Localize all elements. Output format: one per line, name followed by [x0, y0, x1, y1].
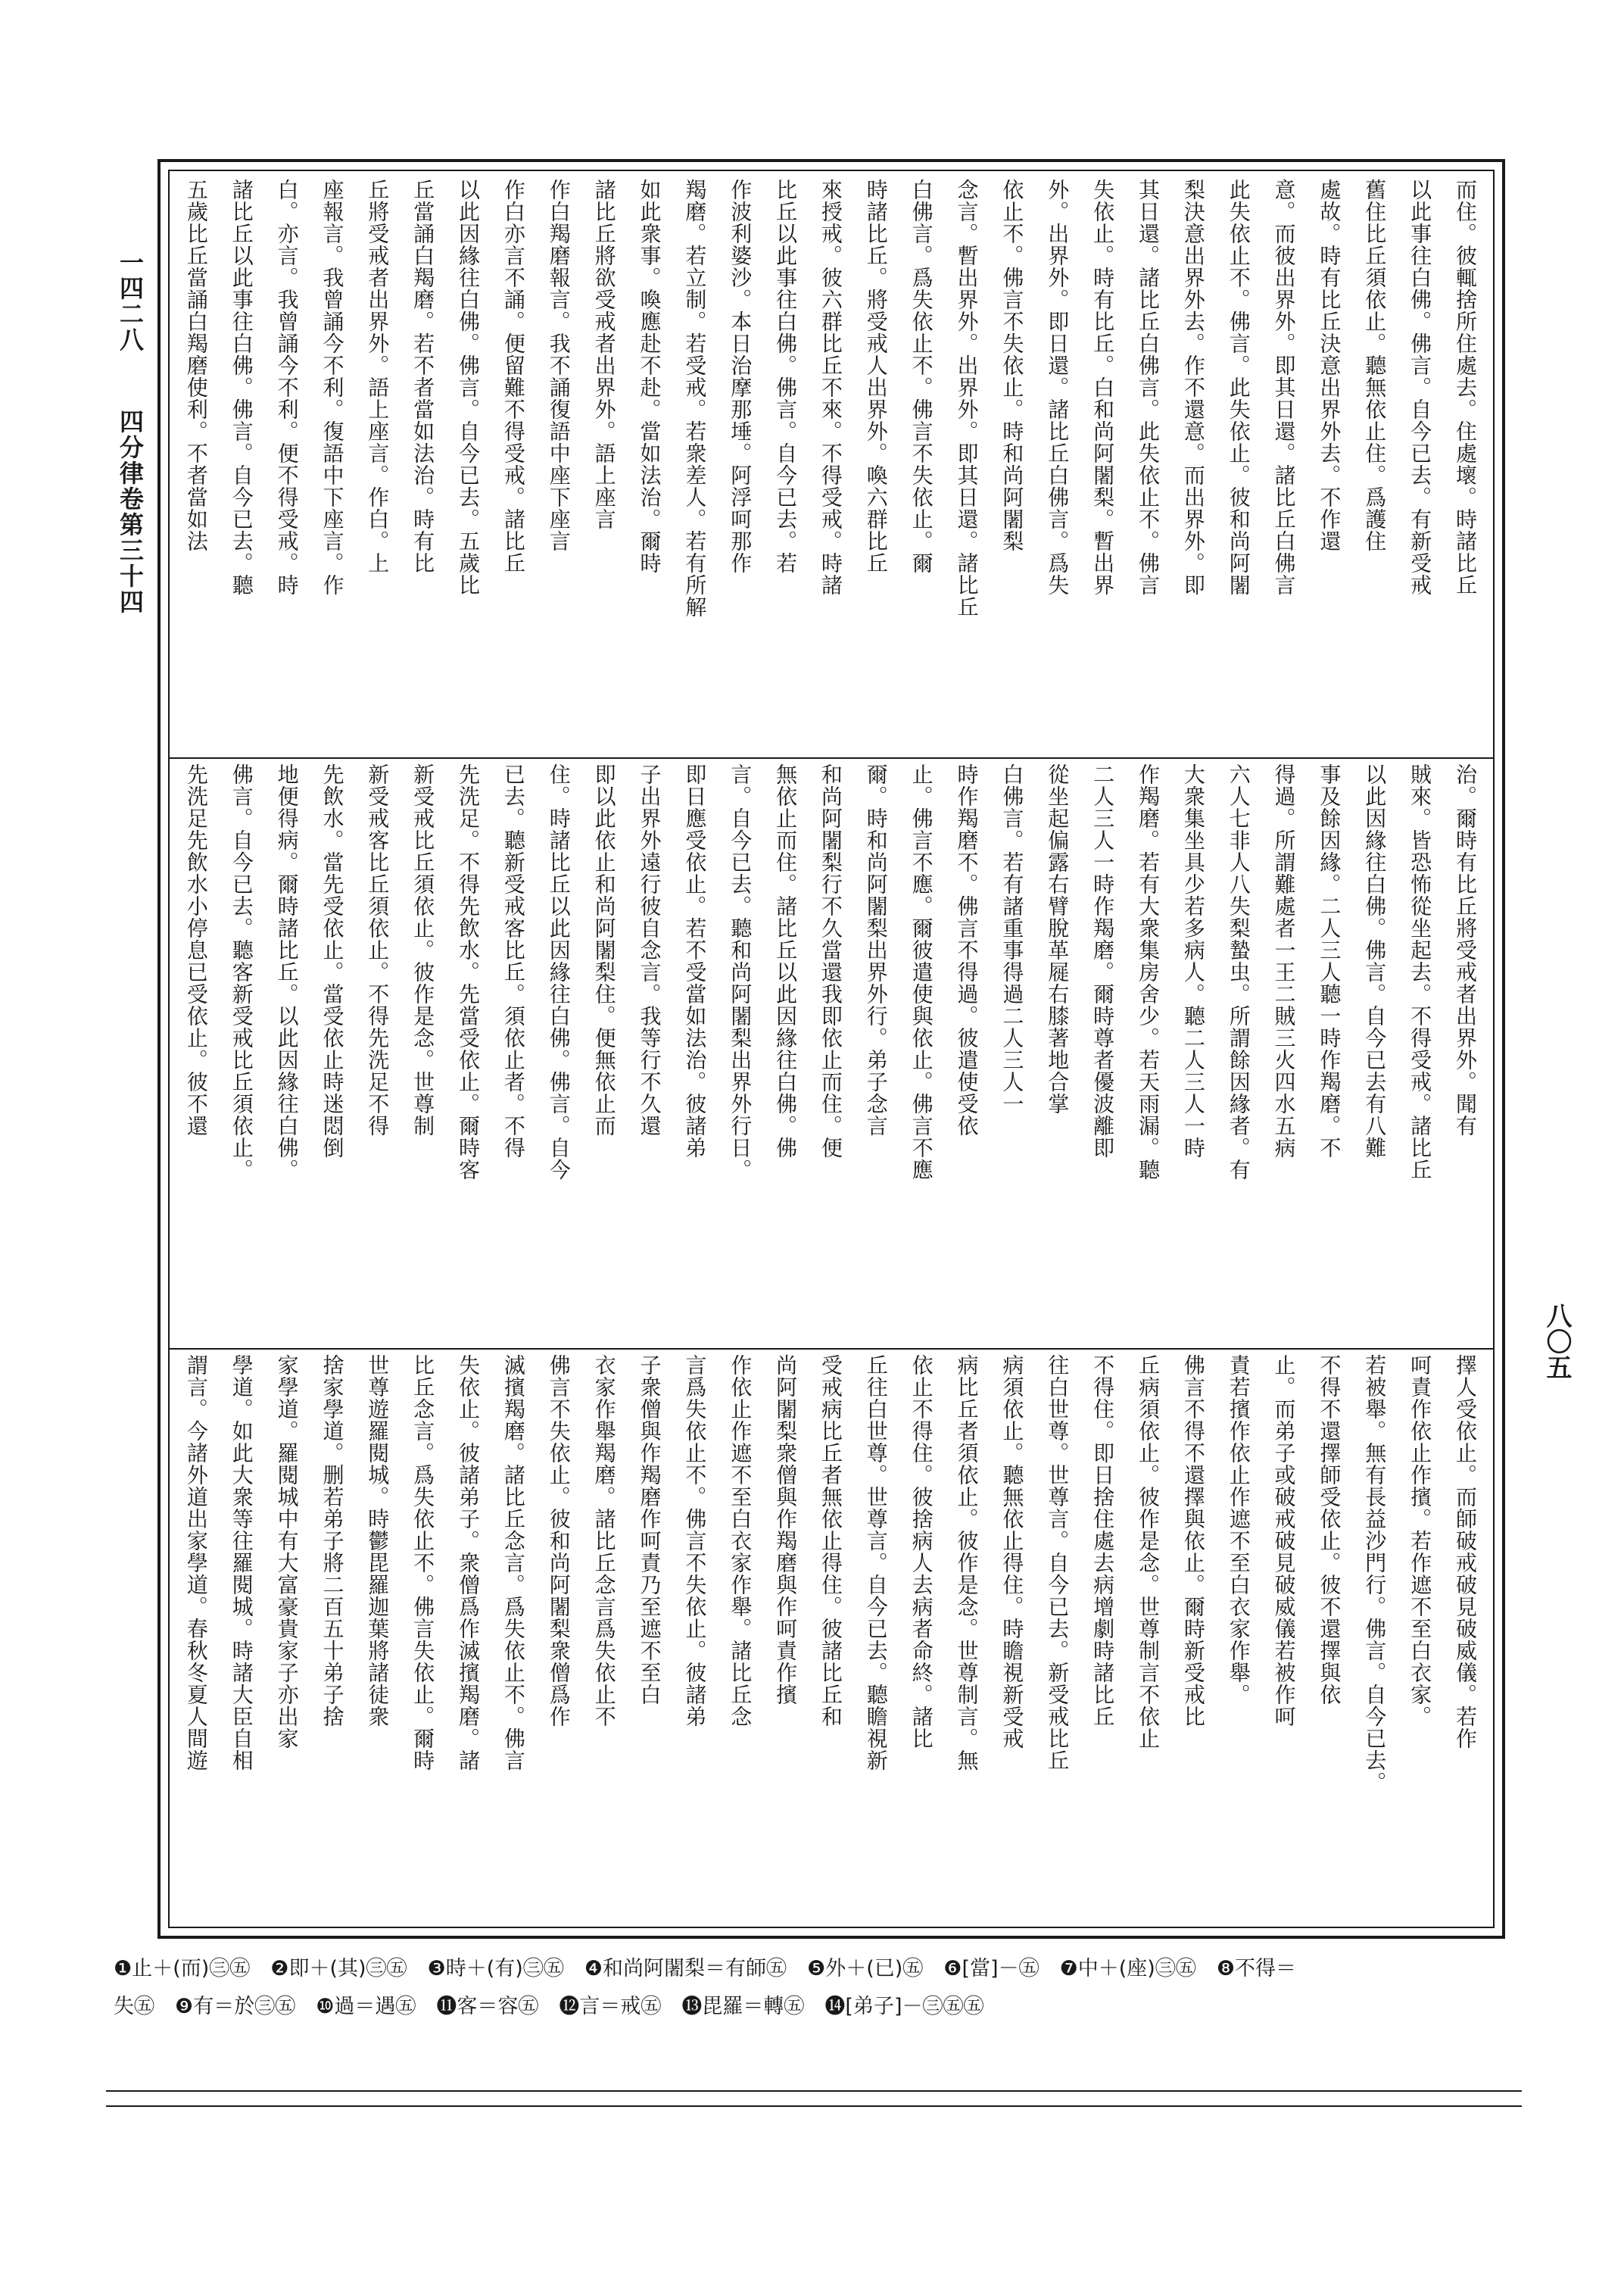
text-column: 即日應受依止。若不受當如法治。彼諸弟: [682, 763, 708, 1159]
text-column: 呵責作依止作擯。若作遮不至白衣家。: [1407, 1354, 1433, 1727]
text-column: 六人七非人八失梨蟄虫。所謂餘因緣者。有: [1226, 763, 1252, 1181]
text-column: 作白羯磨報言。我不誦復語中座下座言: [546, 179, 572, 552]
section-divider: [168, 1348, 1495, 1350]
text-column: 先洗足先飲水小停息已受依止。彼不還: [183, 763, 209, 1137]
text-column: 丘病須依止。彼作是念。世尊制言不依止: [1135, 1354, 1161, 1749]
text-column: 二人三人一時作羯磨。爾時尊者優波離即: [1090, 763, 1116, 1159]
text-section-middle: [174, 763, 1488, 1343]
text-column: 以此因緣往白佛。佛言。自今已去有八難: [1362, 763, 1388, 1159]
text-column: 地便得病。爾時諸比丘。以此因緣往白佛。: [274, 763, 300, 1181]
text-column: 作依止作遮不至白衣家作舉。諸比丘念: [728, 1354, 753, 1727]
text-column: 諸比丘將欲受戒者出界外。語上座言: [591, 179, 617, 530]
footnote-line: ❶止＋(而)㊂㊄ ❷即＋(其)㊂㊄ ❸時＋(有)㊂㊄ ❹和尚阿闍梨＝有師㊄ ❺外＋(已)㊄ ❻[當]－㊄ ❼中＋(座)㊂㊄ ❽不得＝: [114, 1957, 1297, 1980]
text-column: 來授戒。彼六群比丘不來。不得受戒。時諸: [818, 179, 843, 596]
text-column: 先飲水。當先受依止。當受依止時迷悶倒: [320, 763, 345, 1159]
text-column: 大衆集坐具少若多病人。聽二人三人一時: [1180, 763, 1206, 1159]
text-column: 丘將受戒者出界外。語上座言。作白。上: [365, 179, 391, 574]
text-column: 依止不。佛言不失依止。時和尚阿闍梨: [999, 179, 1025, 552]
text-column: 羯磨。若立制。若受戒。若衆差人。若有所解: [682, 179, 708, 618]
text-column: 即以此依止和尚阿闍梨住。便無依止而: [591, 763, 617, 1137]
text-section-upper: [174, 179, 1488, 751]
text-column: 外。出界外。即日還。諸比丘白佛言。爲失: [1045, 179, 1071, 596]
margin-book-label: 四分律卷第三十四: [116, 409, 145, 615]
text-column: 白佛言。若有諸重事得過二人三人一: [999, 763, 1025, 1115]
text-column: 衣家作舉羯磨。諸比丘念言爲失依止不: [591, 1354, 617, 1727]
text-column: 失依止。時有比丘。白和尚阿闍梨。暫出界: [1090, 179, 1116, 596]
text-column: 和尚阿闍梨行不久當還我即依止而住。便: [818, 763, 843, 1159]
text-column: 此失依止不。佛言。此失依止。彼和尚阿闍: [1226, 179, 1252, 596]
text-column: 學道。如此大衆等往羅閱城。時諸大臣自相: [229, 1354, 254, 1771]
footnote-rule: [106, 2090, 1522, 2092]
text-column: 新受戒比丘須依止。彼作是念。世尊制: [410, 763, 436, 1137]
text-column: 住。時諸比丘以此因緣往白佛。佛言。自今: [546, 763, 572, 1181]
text-column: 念言。暫出界外。出界外。即其日還。諸比丘: [954, 179, 980, 618]
text-column: 佛言不失依止。彼和尚阿闍梨衆僧爲作: [546, 1354, 572, 1727]
text-column: 比丘念言。爲失依止不。佛言失依止。爾時: [410, 1354, 436, 1771]
text-column: 先洗足。不得先飲水。先當受依止。爾時客: [456, 763, 482, 1181]
text-column: 世尊遊羅閱城。時鬱毘羅迦葉將諸徒衆: [365, 1354, 391, 1727]
text-column: 病比丘者須依止。彼作是念。世尊制言。無: [954, 1354, 980, 1771]
text-column: 責若擯作依止作遮不至白衣家作舉。: [1226, 1354, 1252, 1706]
text-column: 爾。時和尚阿闍梨出界外行。弟子念言: [863, 763, 889, 1137]
text-column: 從坐起偏露右臂脫革屣右膝著地合掌: [1045, 763, 1071, 1115]
text-column: 止。佛言不應。爾彼遣使與依止。佛言不應: [909, 763, 934, 1181]
text-column: 受戒病比丘者無依止得住。彼諸比丘和: [818, 1354, 843, 1727]
text-section-lower: [174, 1354, 1488, 1922]
text-column: 尚阿闍梨衆僧與作羯磨與作呵責作擯: [773, 1354, 799, 1706]
text-column: 謂言。今諸外道出家學道。春秋冬夏人間遊: [183, 1354, 209, 1771]
text-column: 無依止而住。諸比丘以此因緣往白佛。佛: [773, 763, 799, 1159]
text-column: 五歲比丘當誦白羯磨使利。不者當如法: [183, 179, 209, 552]
page-number: 八〇五: [1541, 1303, 1572, 1380]
text-column: 止。而弟子或破戒破見破威儀若被作呵: [1271, 1354, 1297, 1727]
text-column: 其日還。諸比丘白佛言。此失依止不。佛言: [1135, 179, 1161, 596]
text-column: 賊來。皆恐怖從坐起去。不得受戒。諸比丘: [1407, 763, 1433, 1181]
text-column: 言。自今已去。聽和尚阿闍梨出界外行日。: [728, 763, 753, 1181]
text-column: 新受戒客比丘須依止。不得先洗足不得: [365, 763, 391, 1137]
text-column: 佛言。自今已去。聽客新受戒比丘須依止。: [229, 763, 254, 1181]
text-column: 諸比丘以此事往白佛。佛言。自今已去。聽: [229, 179, 254, 596]
text-column: 座報言。我曾誦今不利。復語中下座言。作: [320, 179, 345, 596]
text-column: 家學道。羅閱城中有大富豪貴家子亦出家: [274, 1354, 300, 1749]
text-column: 依止不得住。彼捨病人去病者命終。諸比: [909, 1354, 934, 1749]
text-column: 捨家學道。删若弟子將二百五十弟子捨: [320, 1354, 345, 1727]
text-column: 作波利婆沙。本日治摩那埵。阿浮呵那作: [728, 179, 753, 574]
text-column: 如此衆事。喚應赴不赴。當如法治。爾時: [637, 179, 662, 574]
text-column: 病須依止。聽無依止得住。時瞻視新受戒: [999, 1354, 1025, 1749]
text-column: 梨決意出界外去。作不還意。而出界外。即: [1180, 179, 1206, 596]
text-column: 白。亦言。我曾誦今不利。便不得受戒。時: [274, 179, 300, 596]
footnote-line: 失㊄ ❾有＝於㊂㊄ ❿過＝遇㊄ ⓫客＝容㊄ ⓬言＝戒㊄ ⓭毘羅＝轉㊄ ⓮[弟子]－㊂㊄㊄: [114, 1995, 984, 2018]
text-column: 擇人受依止。而師破戒破見破威儀。若作: [1453, 1354, 1478, 1749]
text-column: 得過。所謂難處者一王二賊三火四水五病: [1271, 763, 1297, 1159]
text-column: 作白亦言不誦。便留難不得受戒。諸比丘: [500, 179, 526, 574]
text-column: 佛言不得不還擇與依止。爾時新受戒比: [1180, 1354, 1206, 1727]
text-column: 時諸比丘。將受戒人出界外。喚六群比丘: [863, 179, 889, 574]
text-column: 以此因緣往白佛。佛言。自今已去。五歲比: [456, 179, 482, 596]
text-column: 白佛言。爲失依止不。佛言不失依止。爾: [909, 179, 934, 574]
text-column: 處故。時有比丘決意出界外去。不作還: [1317, 179, 1342, 552]
text-column: 以此事往白佛。佛言。自今已去。有新受戒: [1407, 179, 1433, 596]
text-column: 時作羯磨不。佛言不得過。彼遣使受依: [954, 763, 980, 1137]
margin-page-label: 一四二八: [116, 250, 145, 353]
text-column: 而住。彼輒捨所住處去。住處壞。時諸比丘: [1453, 179, 1478, 596]
footnote-rule: [106, 2105, 1522, 2107]
text-column: 治。爾時有比丘將受戒者出界外。聞有: [1453, 763, 1478, 1137]
text-column: 事及餘因緣。二人三人聽一時作羯磨。不: [1317, 763, 1342, 1159]
text-column: 比丘以此事往白佛。佛言。自今已去。若: [773, 179, 799, 574]
text-column: 若被舉。無有長益沙門行。佛言。自今已去。: [1362, 1354, 1388, 1793]
text-column: 作羯磨。若有大衆集房舍少。若天雨漏。聽: [1135, 763, 1161, 1181]
text-column: 言爲失依止不。佛言不失依止。彼諸弟: [682, 1354, 708, 1727]
text-column: 意。而彼出界外。即其日還。諸比丘白佛言: [1271, 179, 1297, 596]
text-column: 已去。聽新受戒客比丘。須依止者。不得: [500, 763, 526, 1159]
text-column: 子出界外遠行彼自念言。我等行不久還: [637, 763, 662, 1137]
section-divider: [168, 757, 1495, 759]
text-column: 不得不還擇師受依止。彼不還擇與依: [1317, 1354, 1342, 1706]
text-column: 不得住。即日捨住處去病增劇時諸比丘: [1090, 1354, 1116, 1727]
text-column: 丘當誦白羯磨。若不者當如法治。時有比: [410, 179, 436, 574]
text-column: 往白世尊。世尊言。自今已去。新受戒比丘: [1045, 1354, 1071, 1771]
text-column: 滅擯羯磨。諸比丘念言。爲失依止不。佛言: [500, 1354, 526, 1771]
text-column: 丘往白世尊。世尊言。自今已去。聽瞻視新: [863, 1354, 889, 1771]
text-column: 失依止。彼諸弟子。衆僧爲作滅擯羯磨。諸: [456, 1354, 482, 1771]
text-column: 子衆僧與作羯磨作呵責乃至遮不至白: [637, 1354, 662, 1706]
text-column: 舊住比丘須依止。聽無依止住。爲護住: [1362, 179, 1388, 552]
